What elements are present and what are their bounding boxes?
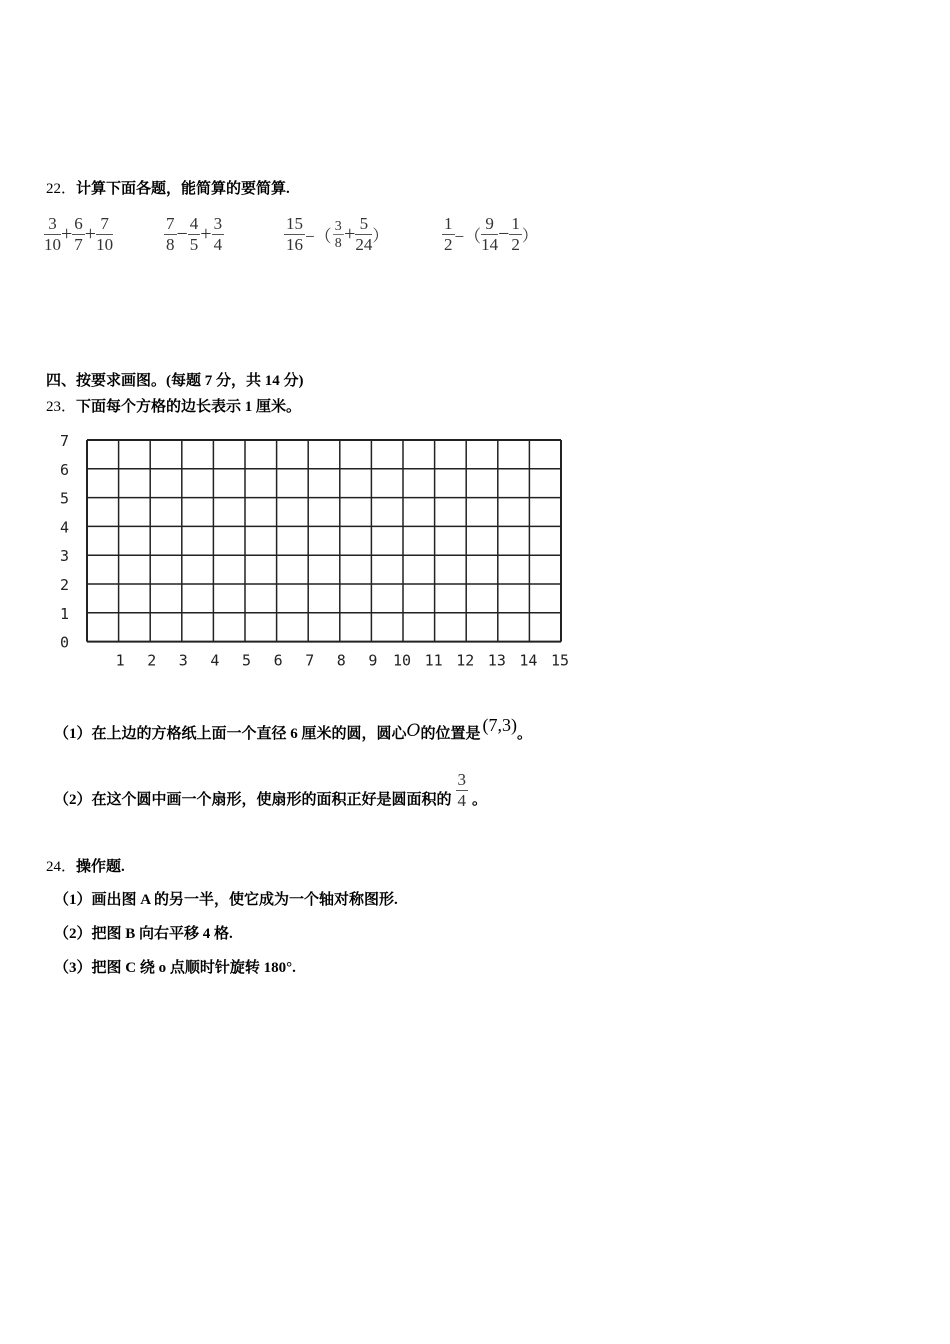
- grid-svg: [55, 432, 575, 672]
- x-axis-label: 6: [273, 651, 283, 670]
- q22-expr-3: [284, 210, 388, 258]
- q22-expr-4: [442, 210, 538, 258]
- fraction: $\frac{3}{4}$: [213, 213, 223, 254]
- close-paren: ）: [521, 227, 538, 245]
- y-axis-label: 7: [60, 432, 70, 450]
- fraction: $\frac{6}{7}$: [74, 213, 83, 254]
- q22-expr-1: [44, 210, 113, 258]
- y-axis-label: 5: [60, 489, 70, 508]
- fraction: $\frac{7}{10}$: [96, 213, 114, 254]
- operator: +: [61, 222, 73, 245]
- y-axis-label: 3: [60, 547, 70, 566]
- operator: −（: [454, 226, 482, 246]
- q24-number: 24．: [46, 859, 77, 875]
- fraction: $\frac{4}{5}$: [189, 213, 199, 254]
- x-axis-label: 7: [305, 651, 315, 670]
- q22-expr-2: [164, 210, 224, 258]
- y-axis-label: 4: [60, 518, 70, 537]
- operator: −（: [305, 226, 332, 246]
- q23-number: 23．: [46, 399, 77, 415]
- q22-line: [46, 177, 290, 198]
- x-axis-label: 12: [456, 651, 475, 670]
- operator: −: [176, 222, 188, 245]
- x-axis-label: 5: [242, 651, 252, 670]
- x-axis-label: 1: [115, 651, 125, 670]
- q22-number: 22．: [46, 181, 77, 197]
- fraction: $\frac{15}{16}$: [286, 213, 303, 254]
- x-axis-label: 10: [393, 651, 412, 670]
- q23-line: [46, 395, 301, 416]
- q23-part2: [54, 770, 487, 811]
- operator: +: [84, 222, 97, 245]
- q24-item-3: （3）把图 C 绕 o 点顺时针旋转 180°.: [54, 960, 296, 976]
- section-heading: 四、按要求画图。(每题 7 分，共 14 分): [46, 373, 304, 389]
- fraction: $\frac{3}{8}$: [334, 217, 342, 250]
- x-axis-label: 11: [424, 651, 443, 670]
- x-axis-label: 8: [336, 651, 346, 670]
- q23-part1: [54, 715, 532, 743]
- fraction: $\frac{3}{10}$: [44, 213, 61, 254]
- operator: +: [200, 222, 212, 245]
- x-axis-label: 15: [551, 651, 570, 670]
- fraction: $\frac{9}{14}$: [481, 213, 499, 254]
- q23-part1-text: （1）在上边的方格纸上面一个直径 6 厘米的圆，圆心: [54, 726, 407, 742]
- x-axis-label: 3: [178, 651, 188, 670]
- x-axis-label: 9: [368, 651, 378, 670]
- x-axis-label: 13: [487, 651, 506, 670]
- fraction: $\frac{5}{24}$: [355, 213, 373, 254]
- x-axis-label: 14: [519, 651, 538, 670]
- q23-part1-end: 。: [516, 726, 532, 742]
- fraction: $\frac{1}{2}$: [511, 213, 520, 254]
- y-axis-label: 0: [60, 633, 70, 652]
- q23-part2-text: （2）在这个圆中画一个扇形，使扇形的面积正好是圆面积的: [54, 792, 452, 808]
- q24-item-2: （2）把图 B 向右平移 4 格.: [54, 926, 233, 942]
- center-coordinate: (7,3): [482, 715, 517, 735]
- q23-text: 下面每个方格的边长表示 1 厘米。: [76, 399, 302, 415]
- q22-text: 计算下面各题，能简算的要简算.: [76, 181, 290, 197]
- fraction: $\frac{7}{8}$: [166, 213, 175, 254]
- q24-line: [46, 855, 125, 876]
- q24-text: 操作题.: [76, 859, 125, 875]
- x-axis-label: 2: [147, 651, 157, 670]
- center-variable: O: [406, 721, 421, 741]
- close-paren: ）: [372, 227, 389, 245]
- y-axis-label: 2: [60, 576, 70, 594]
- y-axis-label: 1: [60, 604, 70, 623]
- q23-part2-end: 。: [472, 792, 488, 808]
- grid-paper: [55, 432, 575, 672]
- q24-item-1: （1）画出图 A 的另一半，使它成为一个轴对称图形.: [54, 892, 398, 908]
- operator: +: [344, 222, 356, 245]
- fraction: $\frac{1}{2}$: [444, 213, 453, 254]
- q23-part1-mid: 的位置是: [420, 726, 481, 742]
- fraction-three-quarters: $\frac{3}{4}$: [457, 770, 467, 810]
- x-axis-label: 4: [210, 651, 220, 670]
- operator: −: [498, 222, 510, 245]
- y-axis-label: 6: [60, 460, 70, 479]
